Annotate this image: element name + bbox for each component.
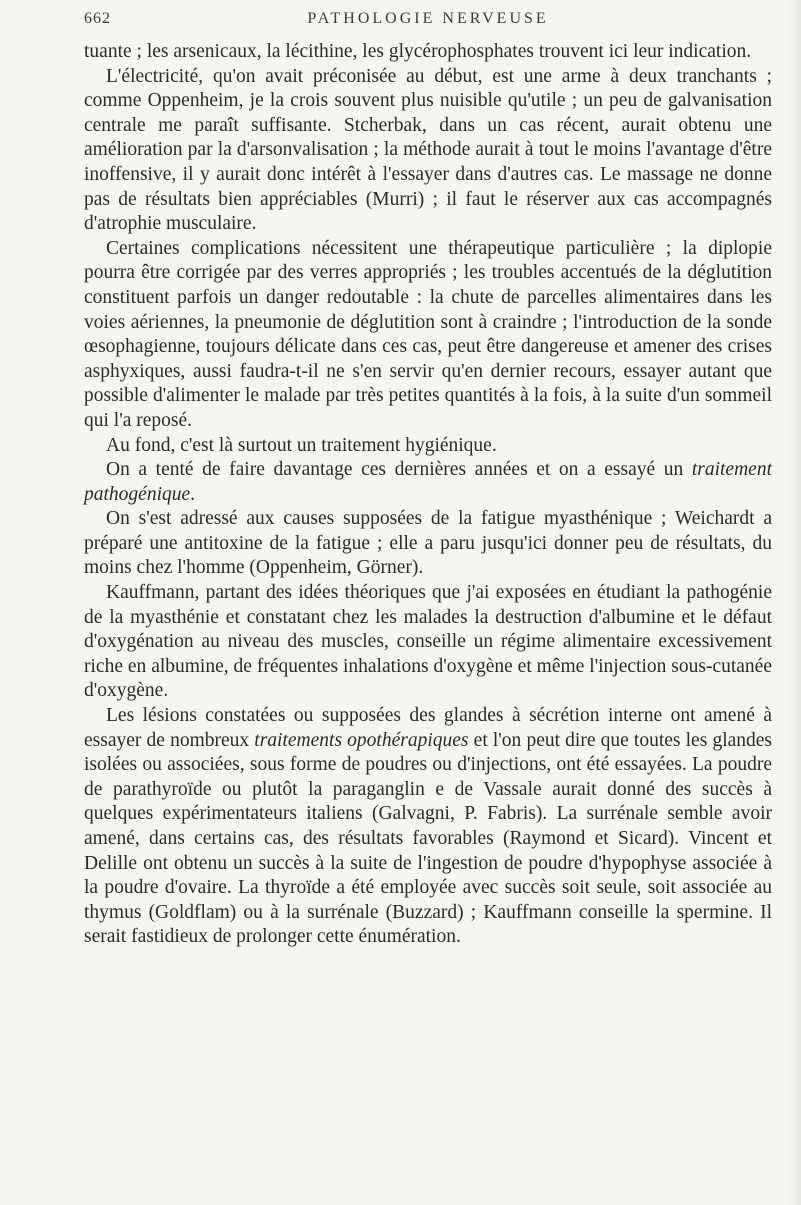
paragraph-1: tuante ; les arsenicaux, la lécithine, les glycérophosphates trouvent ici leur indication. <box>84 41 752 62</box>
running-title: PATHOLOGIE NERVEUSE <box>307 10 549 27</box>
paragraph-2: L'électricité, qu'on avait préconisée au début, est une arme à deux tranchants ; comme Oppenheim, je la crois souvent plus nuisible qu'utile ; un peu de galvanisation centrale me paraît suffisante. Stcherbak, dans un cas récent, aurait obtenu une amélioration par la d'arsonvalisation ; la méthode aurait à tout le moins l'avantage d'être inoffensive, il y aurait donc intérêt à l'essayer dans d'autres cas. Le massage ne donne pas de résultats bien appréciables (Murri) ; il faut le réserver aux cas accompagnés d'atrophie musculaire. <box>84 65 772 235</box>
paragraph-6: On s'est adressé aux causes supposées de la fatigue myasthénique ; Weichardt a préparé une antitoxine de la fatigue ; elle a paru jusqu'ici donner peu de résultats, du moins chez l'homme (Oppenheim, Görner). <box>84 508 772 579</box>
paragraph-5-end: . <box>190 483 196 505</box>
body-text <box>84 40 772 950</box>
paragraph-4: Au fond, c'est là surtout un traitement hygiénique. <box>106 434 497 456</box>
page-number: 662 <box>84 10 111 27</box>
page-header <box>84 10 772 32</box>
paragraph-8 <box>84 704 772 950</box>
paragraph-5-text: On a tenté de faire davantage ces dernières années et on a essayé un <box>106 459 692 481</box>
paragraph-5 <box>84 458 772 507</box>
paragraph-8-rest: et l'on peut dire que toutes les glandes isolées ou associées, sous forme de poudres ou d'injections, ont été essayées. La poudre de parathyroïde ou plutôt la paraganglin e de Vassale aurait donné des succès à quelques expérimentateurs italiens (Galvagni, P. Fabris). La surrénale semble avoir amené, dans certains cas, des résultats favorables (Raymond et Sicard). Vincent et Delille ont obtenu un succès à la suite de l'ingestion de poudre d'hypophyse associée à la poudre d'ovaire. La thyroïde a été employée avec succès soit seule, soit associée au thymus (Goldflam) ou à la surrénale (Buzzard) ; Kauffmann conseille la spermine. Il serait fastidieux de prolonger cette énumération. <box>84 729 773 948</box>
paragraph-8-text: Les lésions constatées ou supposées des glandes à sécrétion interne ont amené à essayer de nombreux <box>84 705 772 751</box>
emphasis-traitement-pathogenique: traitement pathogénique <box>84 459 772 505</box>
page-edge-shadow <box>787 0 801 1205</box>
emphasis-traitements-opotherapiques: traitements opothérapiques <box>254 729 469 751</box>
paragraph-3: Certaines complications nécessitent une thérapeutique particulière ; la diplopie pourra être corrigée par des verres appropriés ; les troubles accentués de la déglutition constituent parfois un danger redoutable : la chute de parcelles alimentaires dans les voies aériennes, la pneumonie de déglutition sont à craindre ; l'introduction de la sonde œsophagienne, toujours délicate dans ces cas, peut être dangereuse et amener des crises asphyxiques, aussi faudra-t-il ne s'en servir qu'en dernier recours, essayer autant que possible d'alimenter le malade par très petites quantités à la fois, à la suite d'un sommeil qui l'a reposé. <box>84 237 772 431</box>
paragraph-7: Kauffmann, partant des idées théoriques que j'ai exposées en étudiant la pathogénie de la myasthénie et constatant chez les malades la destruction d'albumine et le défaut d'oxygénation au niveau des muscles, conseille un régime alimentaire excessivement riche en albumine, de fréquentes inhalations d'oxygène et même l'injection sous-cutanée d'oxygène. <box>84 582 772 702</box>
